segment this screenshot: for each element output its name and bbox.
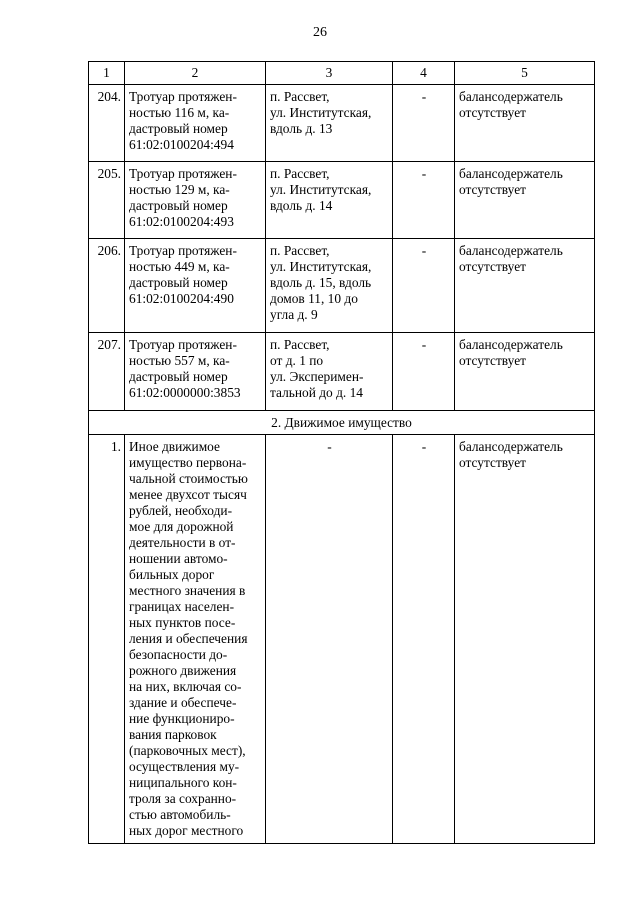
page-number: 26 bbox=[313, 25, 327, 40]
text-line: от д. 1 по bbox=[270, 353, 324, 368]
text-line: 61:02:0100204:493 bbox=[129, 214, 234, 229]
header-cell-5: 5 bbox=[455, 62, 595, 85]
object-description bbox=[125, 162, 266, 239]
text-line: домов 11, 10 до bbox=[270, 291, 358, 306]
object-description bbox=[125, 239, 266, 333]
text-line: деятельности в от- bbox=[129, 535, 236, 550]
object-address: - bbox=[266, 435, 393, 844]
text-line: чальной стоимостью bbox=[129, 471, 248, 486]
text-line: п. Рассвет, bbox=[270, 243, 330, 258]
text-line: ностью 129 м, ка- bbox=[129, 182, 230, 197]
text-line: 61:02:0000000:3853 bbox=[129, 385, 241, 400]
text-line: ул. Институтская, bbox=[270, 259, 372, 274]
text-line: вдоль д. 14 bbox=[270, 198, 333, 213]
text-line: отсутствует bbox=[459, 353, 526, 368]
text-line: Тротуар протяжен- bbox=[129, 337, 237, 352]
text-line: рублей, необходи- bbox=[129, 503, 233, 518]
table-row bbox=[89, 239, 595, 333]
text-line: вдоль д. 15, вдоль bbox=[270, 275, 372, 290]
text-line: границах населен- bbox=[129, 599, 235, 614]
text-line: имущество первона- bbox=[129, 455, 247, 470]
object-address bbox=[266, 333, 393, 411]
text-line: безопасности до- bbox=[129, 647, 228, 662]
header-cell-3: 3 bbox=[266, 62, 393, 85]
balance-holder bbox=[455, 239, 595, 333]
text-line: дастровый номер bbox=[129, 369, 228, 384]
text-line: дастровый номер bbox=[129, 275, 228, 290]
header-cell-1: 1 bbox=[89, 62, 125, 85]
text-line: п. Рассвет, bbox=[270, 89, 330, 104]
text-line: отсутствует bbox=[459, 259, 526, 274]
text-line: вдоль д. 13 bbox=[270, 121, 333, 136]
text-line: ностью 449 м, ка- bbox=[129, 259, 230, 274]
text-line: отсутствует bbox=[459, 182, 526, 197]
text-line: троля за сохранно- bbox=[129, 791, 237, 806]
text-line: ниципального кон- bbox=[129, 775, 237, 790]
column-4-value: - bbox=[393, 162, 455, 239]
column-4-value: - bbox=[393, 239, 455, 333]
header-row bbox=[89, 62, 595, 85]
text-line: дастровый номер bbox=[129, 121, 228, 136]
text-line: балансодержатель bbox=[459, 166, 563, 181]
object-address bbox=[266, 85, 393, 162]
text-line: ул. Институтская, bbox=[270, 182, 372, 197]
table-row bbox=[89, 435, 595, 844]
text-line: отсутствует bbox=[459, 455, 526, 470]
text-line: ние функциониро- bbox=[129, 711, 235, 726]
row-number: 207. bbox=[89, 333, 125, 411]
object-address bbox=[266, 239, 393, 333]
text-line: дастровый номер bbox=[129, 198, 228, 213]
property-table bbox=[88, 61, 595, 844]
text-line: местного значения в bbox=[129, 583, 246, 598]
column-4-value: - bbox=[393, 435, 455, 844]
row-number: 1. bbox=[89, 435, 125, 844]
text-line: ностью 116 м, ка- bbox=[129, 105, 230, 120]
text-line: Тротуар протяжен- bbox=[129, 243, 237, 258]
text-line: стью автомобиль- bbox=[129, 807, 231, 822]
text-line: балансодержатель bbox=[459, 243, 563, 258]
text-line: ношении автомо- bbox=[129, 551, 228, 566]
table-row bbox=[89, 333, 595, 411]
text-line: Иное движимое bbox=[129, 439, 220, 454]
balance-holder bbox=[455, 435, 595, 844]
header-cell-4: 4 bbox=[393, 62, 455, 85]
text-line: п. Рассвет, bbox=[270, 166, 330, 181]
text-line: ных дорог местного bbox=[129, 823, 244, 838]
text-line: (парковочных мест), bbox=[129, 743, 246, 758]
header-cell-2: 2 bbox=[125, 62, 266, 85]
object-address bbox=[266, 162, 393, 239]
text-line: менее двухсот тысяч bbox=[129, 487, 247, 502]
text-line: ул. Институтская, bbox=[270, 105, 372, 120]
balance-holder bbox=[455, 162, 595, 239]
text-line: отсутствует bbox=[459, 105, 526, 120]
text-line: балансодержатель bbox=[459, 439, 563, 454]
balance-holder bbox=[455, 85, 595, 162]
text-line: 61:02:0100204:494 bbox=[129, 137, 234, 152]
row-number: 205. bbox=[89, 162, 125, 239]
text-line: п. Рассвет, bbox=[270, 337, 330, 352]
object-description bbox=[125, 435, 266, 844]
text-line: бильных дорог bbox=[129, 567, 215, 582]
object-description bbox=[125, 85, 266, 162]
balance-holder bbox=[455, 333, 595, 411]
text-line: осуществления му- bbox=[129, 759, 240, 774]
text-line: ных пунктов посе- bbox=[129, 615, 236, 630]
text-line: мое для дорожной bbox=[129, 519, 234, 534]
text-line: балансодержатель bbox=[459, 337, 563, 352]
text-line: Тротуар протяжен- bbox=[129, 166, 237, 181]
text-line: 61:02:0100204:490 bbox=[129, 291, 234, 306]
text-line: здание и обеспече- bbox=[129, 695, 237, 710]
text-line: тальной до д. 14 bbox=[270, 385, 363, 400]
column-4-value: - bbox=[393, 333, 455, 411]
table-row bbox=[89, 85, 595, 162]
text-line: ул. Эксперимен- bbox=[270, 369, 364, 384]
section-title: 2. Движимое имущество bbox=[89, 411, 595, 435]
text-line: рожного движения bbox=[129, 663, 237, 678]
row-number: 206. bbox=[89, 239, 125, 333]
text-line: Тротуар протяжен- bbox=[129, 89, 237, 104]
text-line: ностью 557 м, ка- bbox=[129, 353, 230, 368]
column-4-value: - bbox=[393, 85, 455, 162]
text-line: на них, включая со- bbox=[129, 679, 242, 694]
section-row bbox=[89, 411, 595, 435]
row-number: 204. bbox=[89, 85, 125, 162]
object-description bbox=[125, 333, 266, 411]
table-row bbox=[89, 162, 595, 239]
text-line: ления и обеспечения bbox=[129, 631, 248, 646]
text-line: балансодержатель bbox=[459, 89, 563, 104]
text-line: вания парковок bbox=[129, 727, 217, 742]
text-line: угла д. 9 bbox=[270, 307, 318, 322]
